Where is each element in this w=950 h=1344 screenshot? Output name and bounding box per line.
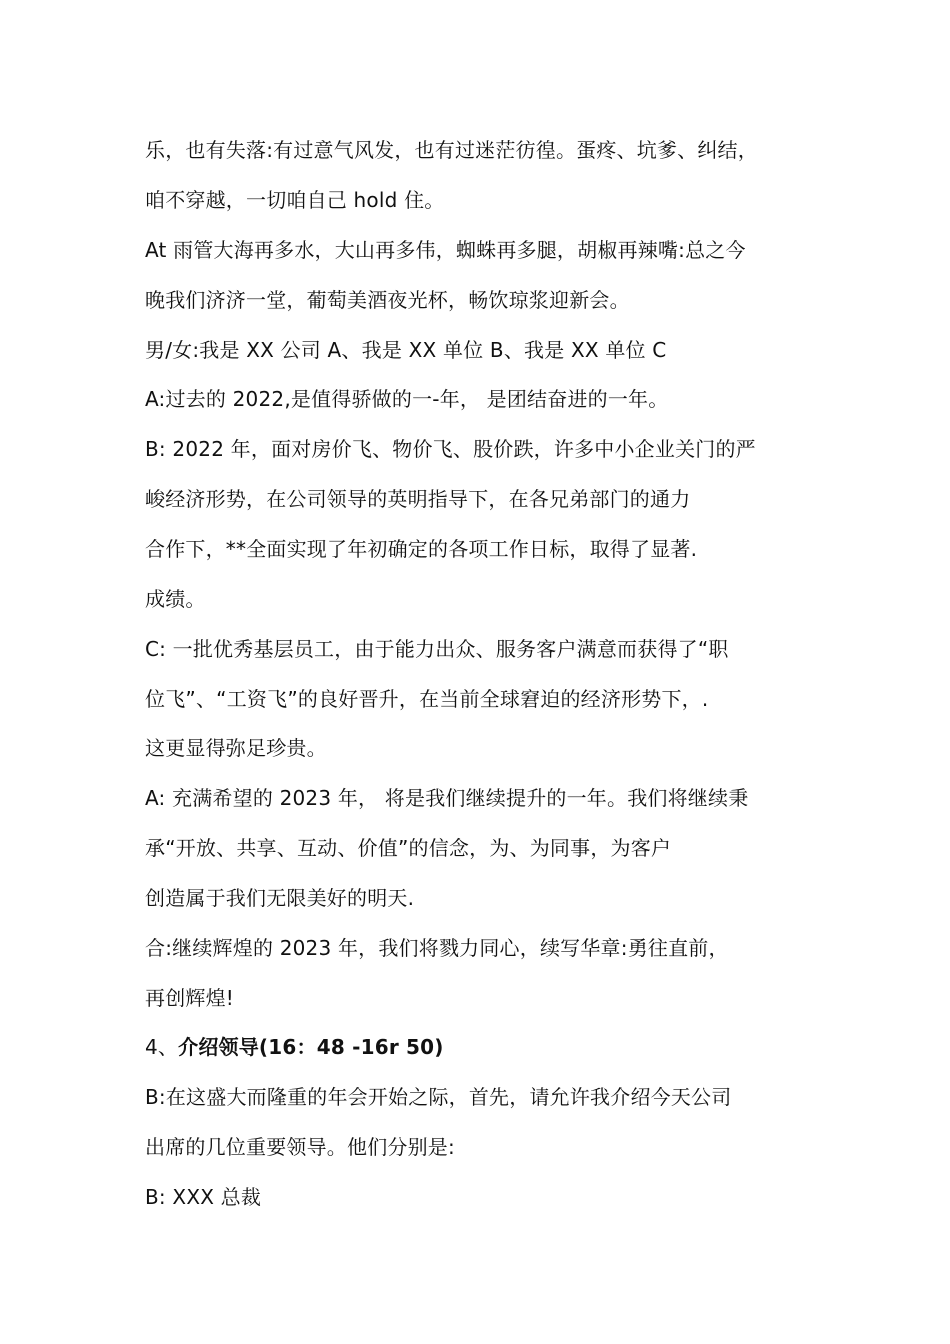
text-line: 承“开放、共享、互动、价值”的信念，为、为同事，为客户 <box>145 836 672 860</box>
text-line: C: 一批优秀基层员工，由于能力出众、服务客户满意而获得了“职 <box>145 637 729 661</box>
text-line: 创造属于我们无限美好的明天. <box>145 886 415 910</box>
text-line: B:在这盛大而隆重的年会开始之际，首先，请允许我介绍今天公司 <box>145 1085 732 1109</box>
text-line: 出席的几位重要领导。他们分别是: <box>145 1135 455 1159</box>
text-line: 晚我们济济一堂，葡萄美酒夜光杯，畅饮琼浆迎新会。 <box>145 288 630 312</box>
text-line: B: 2022 年，面对房价飞、物价飞、股价跌，许多中小企业关门的严 <box>145 437 756 461</box>
text-line: B: XXX 总裁 <box>145 1185 262 1209</box>
text-line: 乐，也有失落:有过意气风发，也有过迷茫彷徨。蛋疼、坑爹、纠结， <box>145 138 758 162</box>
text-line: A: 充满希望的 2023 年， 将是我们继续提升的一年。我们将继续秉 <box>145 786 749 810</box>
section-heading <box>145 1034 825 1060</box>
text-line: At 雨管大海再多水，大山再多伟，蜘蛛再多腿，胡椒再辣嘴:总之今 <box>145 238 746 262</box>
text-line: 再创辉煌! <box>145 986 235 1010</box>
text-line: 这更显得弥足珍贵。 <box>145 736 327 760</box>
section-number: 4、 <box>145 1035 179 1059</box>
text-line: 成绩。 <box>145 587 206 611</box>
text-line: 合:继续辉煌的 2023 年，我们将戮力同心，续写华章:勇往直前， <box>145 936 729 960</box>
text-line: 合作下，**全面实现了年初确定的各项工作日标，取得了显著. <box>145 537 698 561</box>
section-title: 介绍领导(16：48 -16r 50) <box>178 1035 444 1059</box>
text-line: 位飞”、“工资飞”的良好晋升，在当前全球窘迫的经济形势下，. <box>145 687 709 711</box>
text-line: 峻经济形势，在公司领导的英明指导下，在各兄弟部门的通力 <box>145 487 691 511</box>
text-line: A:过去的 2022,是值得骄做的一-年， 是团结奋进的一年。 <box>145 387 669 411</box>
text-line: 咱不穿越，一切咱自己 hold 住。 <box>145 188 445 212</box>
text-line: 男/女:我是 XX 公司 A、我是 XX 单位 B、我是 XX 单位 C <box>145 338 667 362</box>
